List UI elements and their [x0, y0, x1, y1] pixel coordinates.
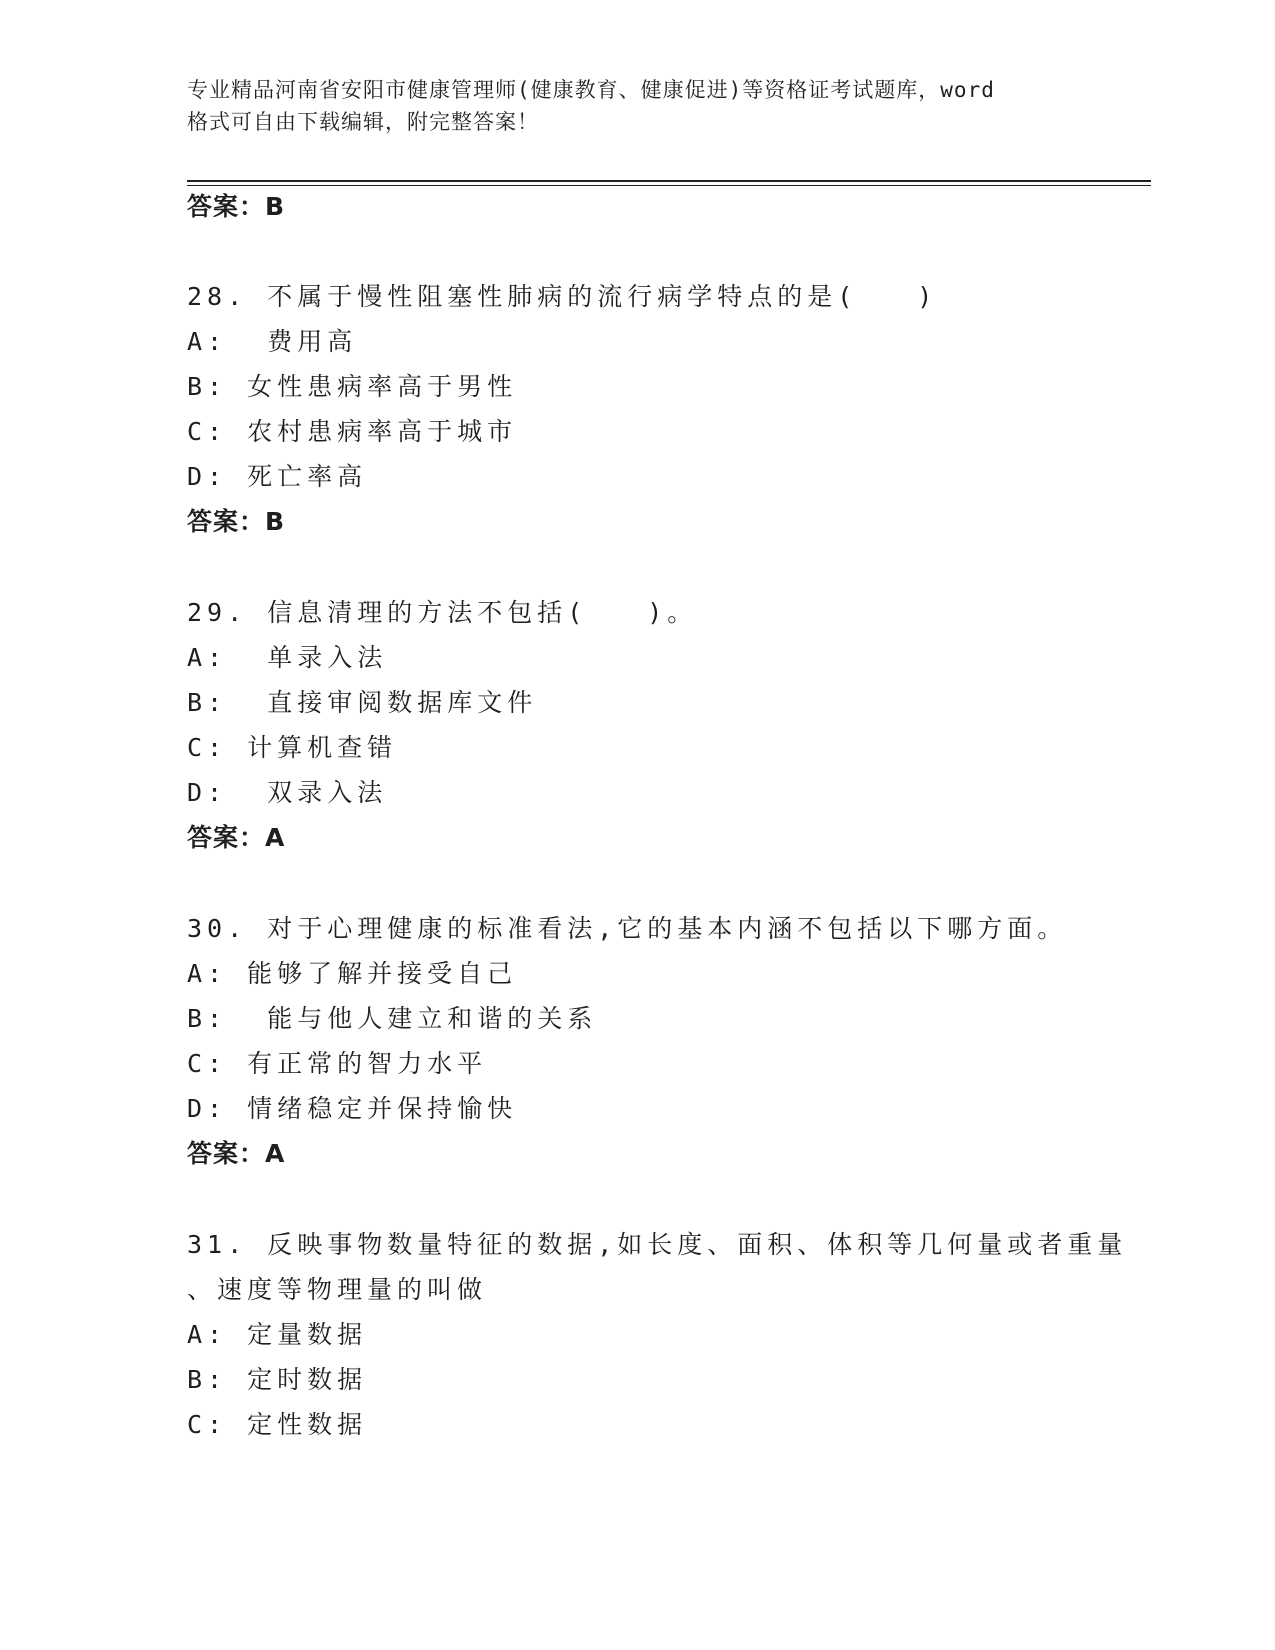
question-29: 29. 信息清理的方法不包括( )。 [187, 598, 698, 627]
option-31-c: C: 定性数据 [187, 1410, 368, 1439]
option-31-a: A: 定量数据 [187, 1320, 368, 1349]
question-28: 28. 不属于慢性阻塞性肺病的流行病学特点的是( ) [187, 282, 938, 311]
answer-27: 答案：B [187, 192, 286, 221]
answer-30: 答案：A [187, 1139, 286, 1168]
option-30-a: A: 能够了解并接受自己 [187, 959, 518, 988]
option-30-d: D: 情绪稳定并保持愉快 [187, 1094, 518, 1123]
option-30-b: B: 能与他人建立和谐的关系 [187, 1004, 598, 1033]
option-29-a: A: 单录入法 [187, 643, 388, 672]
option-29-b: B: 直接审阅数据库文件 [187, 688, 538, 717]
option-28-b: B: 女性患病率高于男性 [187, 372, 518, 401]
option-29-c: C: 计算机查错 [187, 733, 398, 762]
option-30-c: C: 有正常的智力水平 [187, 1049, 488, 1078]
document-header [187, 74, 1087, 138]
header-line-2: 格式可自由下载编辑，附完整答案！ [187, 110, 539, 134]
question-31-line-2: 、速度等物理量的叫做 [187, 1275, 488, 1304]
answer-29: 答案：A [187, 823, 286, 852]
option-28-a: A: 费用高 [187, 327, 358, 356]
question-30: 30. 对于心理健康的标准看法,它的基本内涵不包括以下哪方面。 [187, 914, 1068, 943]
option-31-b: B: 定时数据 [187, 1365, 368, 1394]
answer-28: 答案：B [187, 507, 286, 536]
option-28-d: D: 死亡率高 [187, 462, 368, 491]
option-29-d: D: 双录入法 [187, 778, 388, 807]
header-divider-thick [187, 180, 1151, 182]
question-31-line-1: 31. 反映事物数量特征的数据,如长度、面积、体积等几何量或者重量 [187, 1230, 1128, 1259]
header-divider-thin [187, 185, 1151, 186]
header-line-1: 专业精品河南省安阳市健康管理师(健康教育、健康促进)等资格证考试题库，word [187, 78, 995, 102]
option-28-c: C: 农村患病率高于城市 [187, 417, 518, 446]
